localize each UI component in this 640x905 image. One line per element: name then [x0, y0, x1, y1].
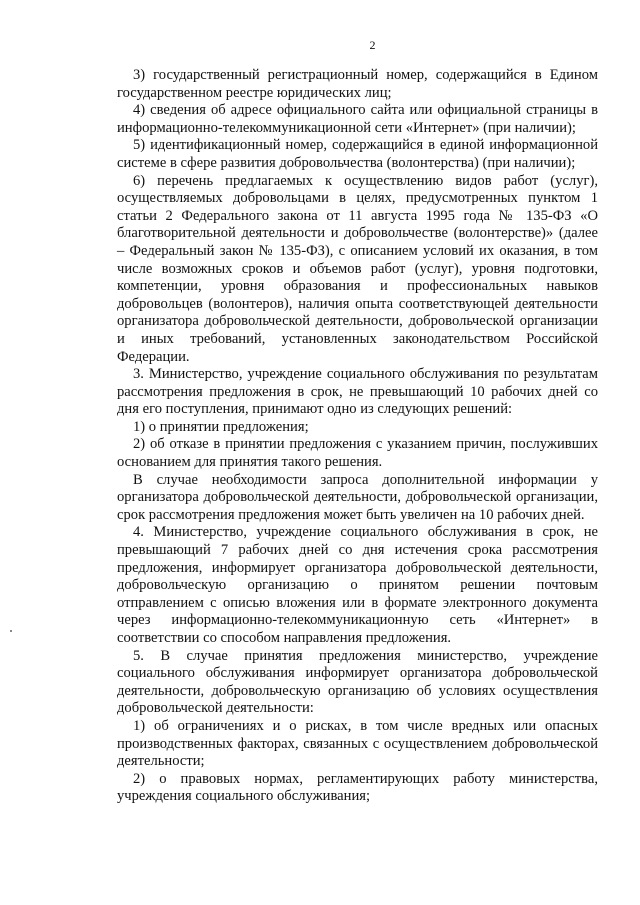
paragraph-section-4: 4. Министерство, учреждение социального обслуживания в срок, не превышающий 7 рабочих дней со дня истечения срока рассмотрения предложения, информирует организатора добровольческой деятельности, добровольческую организацию о принятом решении почтовым отправлением с описью вложения или в формате электронного документа через информационно-телекоммуникационную сеть «Интернет» в соответствии со способом направления предложения. — [117, 524, 598, 646]
paragraph-decision-2: 2) об отказе в принятии предложения с указанием причин, послуживших основанием для принятия такого решения. — [117, 436, 598, 471]
paragraph-item-4: 4) сведения об адресе официального сайта или официальной страницы в информационно-телекоммуникационной сети «Интернет» (при наличии); — [117, 102, 598, 136]
scan-speck — [10, 630, 12, 632]
paragraph-item-5: 5) идентификационный номер, содержащийся в единой информационной системе в сфере развития добровольчества (волонтерства) (при наличии); — [117, 137, 598, 171]
document-body — [117, 67, 598, 806]
paragraph-condition-1: 1) об ограничениях и о рисках, в том числе вредных или опасных производственных факторах, связанных с осуществлением добровольческой деятельности; — [117, 717, 598, 770]
paragraph-decision-1: 1) о принятии предложения; — [133, 418, 309, 435]
page-number: 2 — [369, 38, 376, 52]
paragraph-condition-2: 2) о правовых нормах, регламентирующих работу министерства, учреждения социального обслуживания; — [117, 770, 598, 805]
paragraph-section-3: 3. Министерство, учреждение социального обслуживания по результатам рассмотрения предложения в срок, не превышающий 10 рабочих дней со дня его поступления, принимают одно из следующих решений: — [117, 366, 598, 418]
paragraph-item-6: 6) перечень предлагаемых к осуществлению видов работ (услуг), осуществляемых добровольцами в целях, предусмотренных пунктом 1 статьи 2 Федерального закона от 11 августа 1995 года № 135-ФЗ «О благотворительной деятельности и добровольчестве (волонтерстве)» (далее – Федеральный закон № 135-ФЗ), с описанием условий их оказания, в том числе возможных сроков и объемов работ (услуг), уровня подготовки, компетенции, уровня образования и профессиональных навыков добровольцев (волонтеров), наличия опыта соответствующей деятельности организатора добровольческой деятельности, добровольческой организации и иных требований, установленных законодательством Российской Федерации. — [117, 172, 598, 365]
paragraph-section-5: 5. В случае принятия предложения министерство, учреждение социального обслуживания информирует организатора добровольческой деятельности, добровольческую организацию об условиях осуществления добровольческой деятельности: — [117, 647, 598, 717]
paragraph-extension: В случае необходимости запроса дополнительной информации у организатора добровольческой деятельности, добровольческой организации, срок рассмотрения предложения может быть увеличен на 10 рабочих дней. — [117, 471, 598, 523]
paragraph-item-3: 3) государственный регистрационный номер, содержащийся в Едином государственном реестре юридических лиц; — [117, 67, 598, 101]
